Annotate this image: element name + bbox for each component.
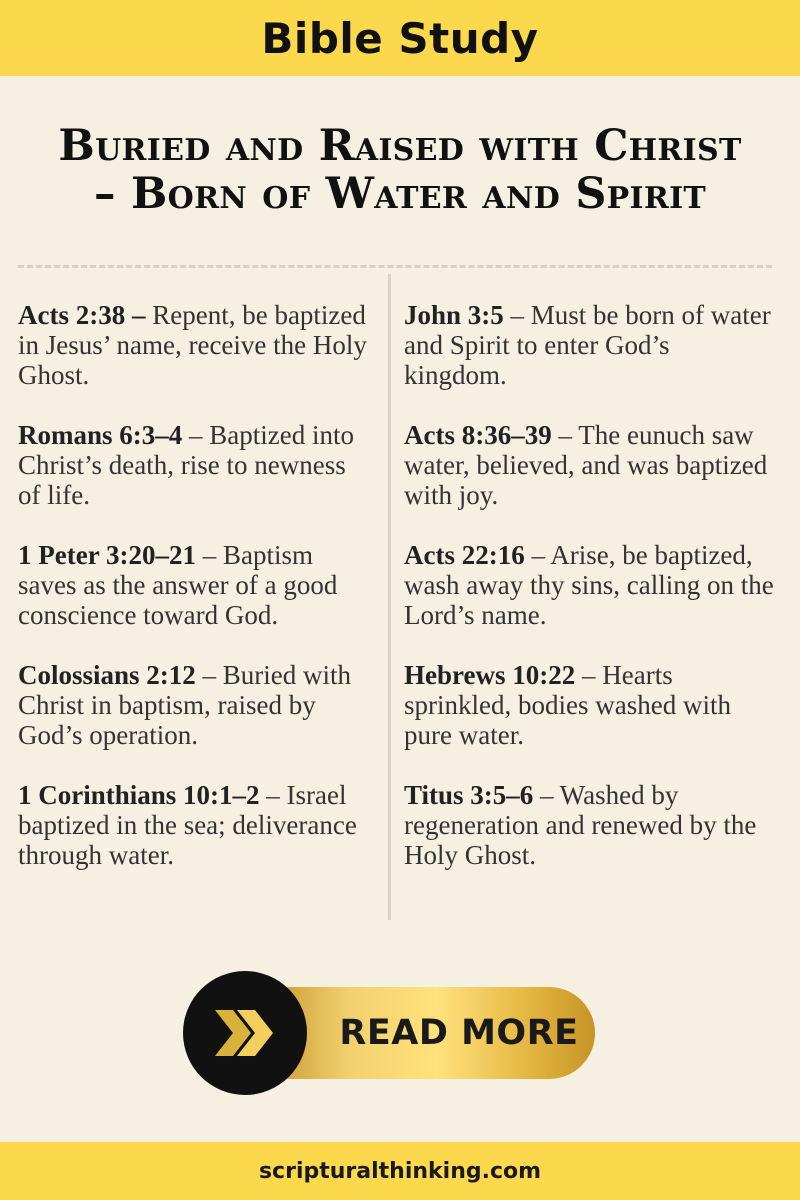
verse-summary: – The eunuch saw water, believed, and was baptized with joy. [404,420,768,510]
verse-summary: – Washed by regeneration and renewed by the Holy Ghost. [404,780,757,870]
verse-item [18,300,368,390]
read-more-label[interactable]: READ MORE [339,1013,579,1053]
verse-summary: – Baptism saves as the answer of a good conscience toward God. [18,540,338,630]
verse-reference: John 3:5 [404,300,504,330]
verse-reference: Acts 8:36–39 [404,420,552,450]
verse-item [404,660,774,750]
title-line-1: Buried and Raised with Christ [58,121,742,171]
verse-summary: Repent, be baptized in Jesus’ name, receive the Holy Ghost. [18,300,367,390]
verse-reference: Romans 6:3–4 [18,420,183,450]
verse-reference: Hebrews 10:22 [404,660,576,690]
verse-summary: – Buried with Christ in baptism, raised by God’s operation. [18,660,352,750]
verse-summary: – Baptized into Christ’s death, rise to newness of life. [18,420,354,510]
double-chevron-right-icon [213,1008,277,1058]
verse-item [18,420,368,510]
verse-item [18,540,368,630]
verse-summary: – Must be born of water and Spirit to enter God’s kingdom. [404,300,771,390]
verse-reference: 1 Peter 3:20–21 [18,540,196,570]
verse-summary: – Arise, be baptized, wash away thy sins, calling on the Lord’s name. [404,540,774,630]
verse-reference: Acts 2:38 – [18,300,146,330]
dashed-divider [18,265,772,268]
verse-reference: 1 Corinthians 10:1–2 [18,780,260,810]
verse-column-right [404,300,774,900]
verse-reference: Acts 22:16 [404,540,525,570]
verse-item [18,660,368,750]
top-banner [0,0,800,76]
title-line-2: – Born of Water and Spirit [93,169,707,219]
read-more-icon-circle[interactable] [183,971,307,1095]
verse-summary: – Israel baptized in the sea; deliverance through water. [18,780,357,870]
footer-banner [0,1142,800,1200]
verse-column-left [18,300,368,900]
verse-item [404,780,774,870]
verse-reference: Titus 3:5–6 [404,780,534,810]
read-more-button[interactable] [183,971,595,1095]
verse-item [404,300,774,390]
banner-title: Bible Study [261,13,539,63]
site-url[interactable]: scripturalthinking.com [258,1158,542,1184]
page-title [0,122,800,218]
verse-item [404,540,774,630]
column-divider [388,274,391,920]
verse-reference: Colossians 2:12 [18,660,196,690]
verse-item [404,420,774,510]
verse-item [18,780,368,870]
verse-summary: – Hearts sprinkled, bodies washed with pure water. [404,660,731,750]
